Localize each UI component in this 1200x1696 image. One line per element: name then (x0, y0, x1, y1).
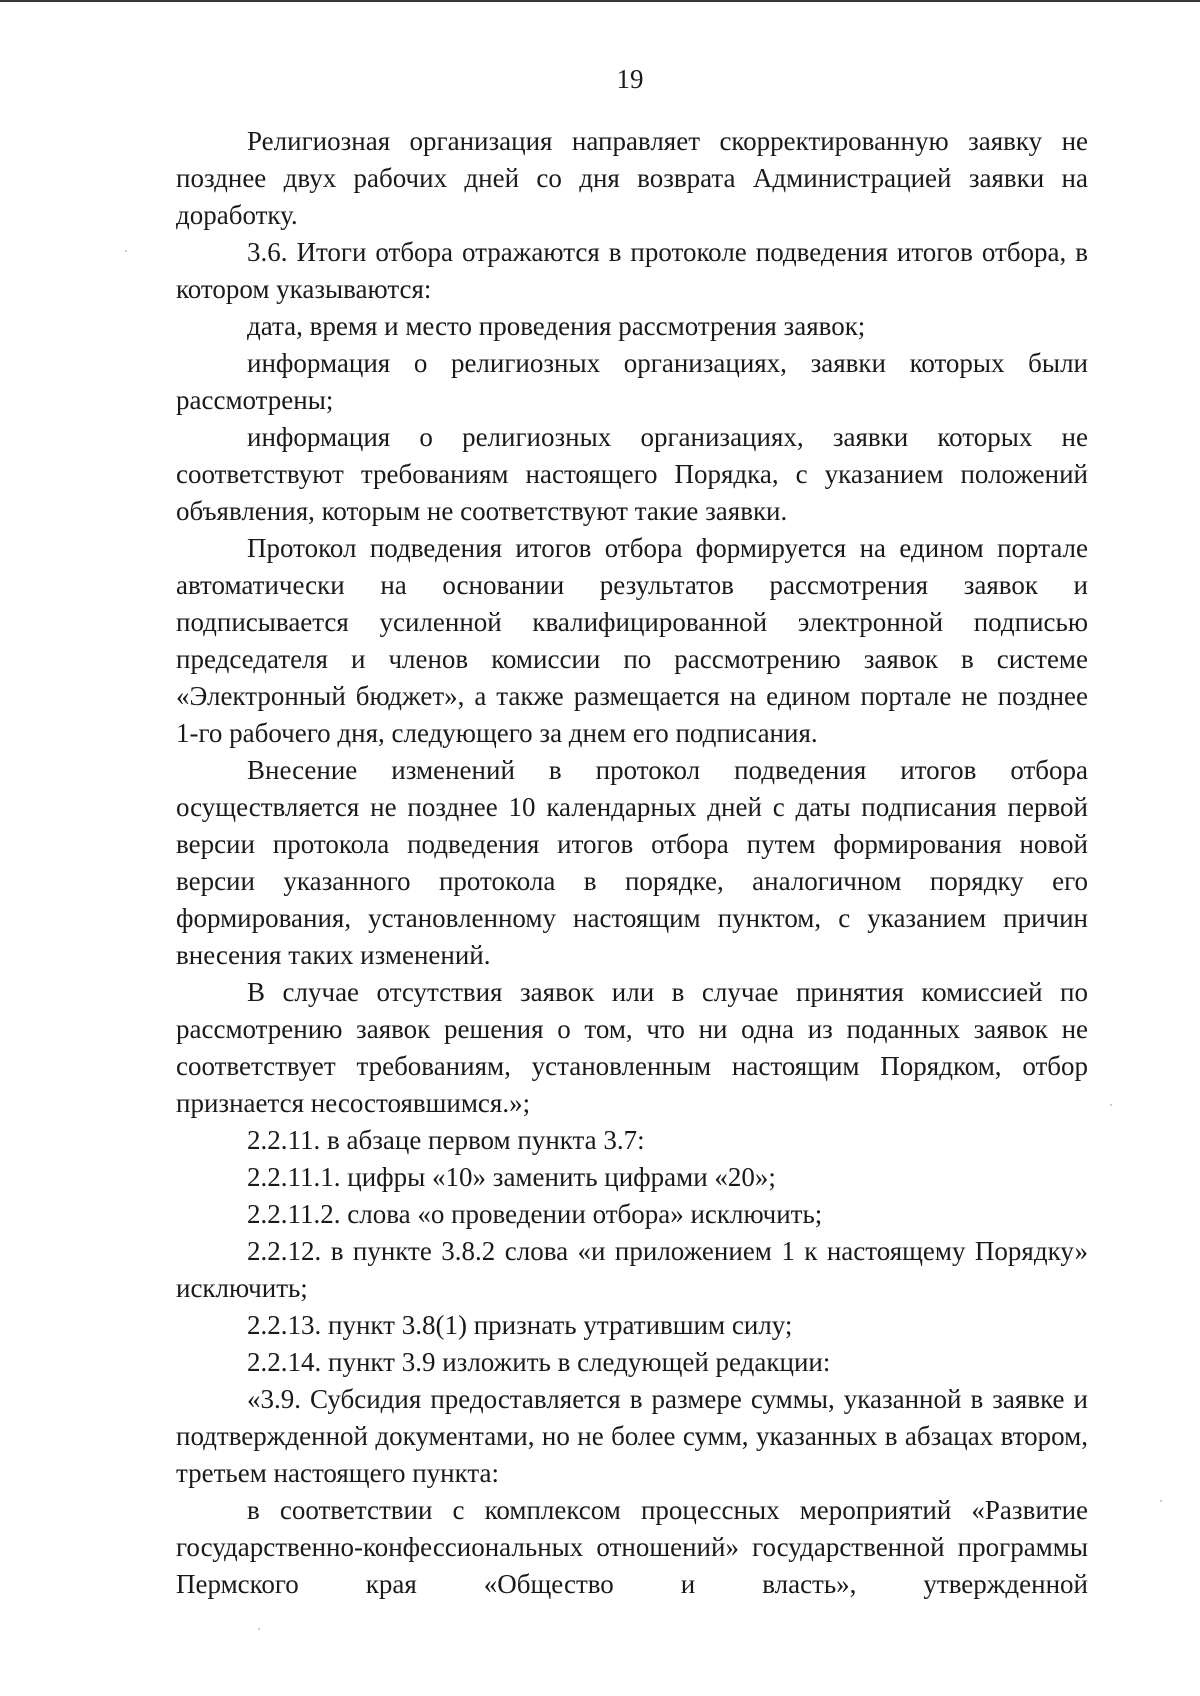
paragraph: Религиозная организация направляет скорректированную заявку не позднее двух рабочих дней со дня возврата Администрацией заявки на доработку. (176, 126, 1088, 230)
paragraph: информация о религиозных организациях, заявки которых были рассмотрены; (176, 348, 1088, 415)
paragraph: 2.2.13. пункт 3.8(1) признать утратившим силу; (247, 1310, 793, 1340)
paragraph: в соответствии с комплексом процессных мероприятий «Развитие государственно-конфессиональных отношений» государственной программы Пермского края «Общество и власть», утвержденной (176, 1495, 1088, 1599)
scan-speck (1110, 1104, 1112, 1106)
paragraph: Внесение изменений в протокол подведения итогов отбора осуществляется не позднее 10 календарных дней с даты подписания первой версии протокола подведения итогов отбора путем формирования новой версии указанного протокола в порядке, аналогичном порядку его формирования, установленному настоящим пунктом, с указанием причин внесения таких изменений. (176, 755, 1088, 970)
paragraph: 3.6. Итоги отбора отражаются в протоколе подведения итогов отбора, в котором указываются: (176, 237, 1088, 304)
page-number: 19 (616, 64, 644, 94)
document-body (176, 123, 1088, 1603)
scan-speck (125, 250, 127, 252)
paragraph: информация о религиозных организациях, заявки которых не соответствуют требованиям настоящего Порядка, с указанием положений объявления, которым не соответствуют такие заявки. (176, 422, 1088, 526)
scan-speck (1160, 1500, 1162, 1502)
paragraph: Протокол подведения итогов отбора формируется на едином портале автоматически на основании результатов рассмотрения заявок и подписывается усиленной квалифицированной электронной подписью председателя и членов комиссии по рассмотрению заявок в системе «Электронный бюджет», а также размещается на едином портале не позднее 1-го рабочего дня, следующего за днем его подписания. (176, 533, 1088, 748)
paragraph: В случае отсутствия заявок или в случае принятия комиссией по рассмотрению заявок решения о том, что ни одна из поданных заявок не соответствует требованиям, установленным настоящим Порядком, отбор признается несостоявшимся.»; (176, 977, 1088, 1118)
paragraph: 2.2.11.1. цифры «10» заменить цифрами «20»; (247, 1162, 776, 1192)
paragraph: 2.2.12. в пункте 3.8.2 слова «и приложением 1 к настоящему Порядку» исключить; (176, 1236, 1088, 1303)
scan-speck (258, 1628, 260, 1630)
paragraph: дата, время и место проведения рассмотрения заявок; (247, 311, 866, 341)
scan-top-edge (0, 0, 1200, 2)
paragraph: 2.2.11. в абзаце первом пункта 3.7: (247, 1125, 645, 1155)
paragraph: 2.2.11.2. слова «о проведении отбора» исключить; (247, 1199, 823, 1229)
paragraph: «3.9. Субсидия предоставляется в размере суммы, указанной в заявке и подтвержденной документами, но не более сумм, указанных в абзацах втором, третьем настоящего пункта: (176, 1384, 1088, 1488)
paragraph: 2.2.14. пункт 3.9 изложить в следующей редакции: (247, 1347, 831, 1377)
